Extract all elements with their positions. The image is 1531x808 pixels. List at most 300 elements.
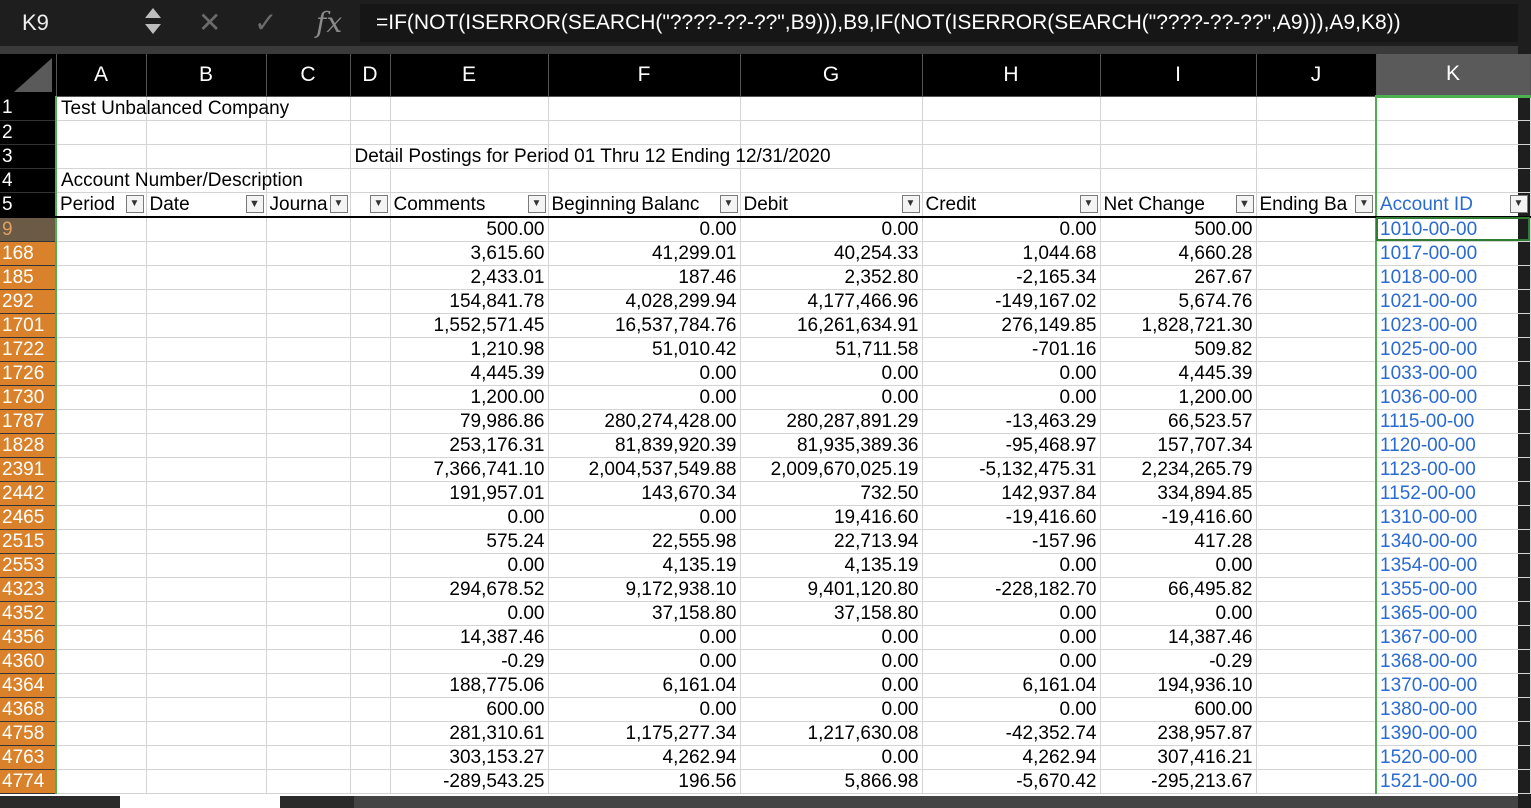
cell-ending-balance[interactable] bbox=[1256, 697, 1376, 721]
cell-d[interactable] bbox=[350, 361, 390, 385]
cell-credit[interactable]: -701.16 bbox=[922, 337, 1100, 361]
cell-date[interactable] bbox=[146, 241, 266, 265]
column-header-f[interactable]: F bbox=[548, 54, 740, 96]
cell[interactable] bbox=[1376, 120, 1530, 144]
cell-period[interactable] bbox=[56, 577, 146, 601]
cell-period[interactable] bbox=[56, 217, 146, 242]
cell-date[interactable] bbox=[146, 361, 266, 385]
column-header-i[interactable]: I bbox=[1100, 54, 1256, 96]
cell-beginning-balance[interactable]: 41,299.01 bbox=[548, 241, 740, 265]
row-header[interactable]: 1 bbox=[0, 96, 56, 120]
cell-date[interactable] bbox=[146, 385, 266, 409]
chevron-down-icon[interactable] bbox=[145, 24, 161, 34]
header-ending-balance[interactable] bbox=[1256, 192, 1376, 217]
cell-date[interactable] bbox=[146, 721, 266, 745]
cell-credit[interactable]: -95,468.97 bbox=[922, 433, 1100, 457]
cell[interactable] bbox=[740, 120, 922, 144]
cell-journal[interactable] bbox=[266, 625, 350, 649]
cell-comments[interactable]: 0.00 bbox=[390, 601, 548, 625]
cell-comments[interactable]: 191,957.01 bbox=[390, 481, 548, 505]
cell-date[interactable] bbox=[146, 553, 266, 577]
cell-d[interactable] bbox=[350, 409, 390, 433]
cell-date[interactable] bbox=[146, 217, 266, 242]
cell-ending-balance[interactable] bbox=[1256, 457, 1376, 481]
cell-debit[interactable]: 4,135.19 bbox=[740, 553, 922, 577]
header-period[interactable] bbox=[56, 192, 146, 217]
cell-debit[interactable]: 0.00 bbox=[740, 649, 922, 673]
row-header[interactable]: 4356 bbox=[0, 625, 56, 649]
cell-credit[interactable]: -228,182.70 bbox=[922, 577, 1100, 601]
cell[interactable] bbox=[548, 120, 740, 144]
cell-debit[interactable]: 4,177,466.96 bbox=[740, 289, 922, 313]
cell-journal[interactable] bbox=[266, 457, 350, 481]
cell-net-change[interactable]: 0.00 bbox=[1100, 553, 1256, 577]
cell-period[interactable] bbox=[56, 553, 146, 577]
cell-ending-balance[interactable] bbox=[1256, 313, 1376, 337]
row-header[interactable]: 2 bbox=[0, 120, 56, 144]
cell-journal[interactable] bbox=[266, 289, 350, 313]
cell-comments[interactable]: 1,552,571.45 bbox=[390, 313, 548, 337]
cell-d[interactable] bbox=[350, 265, 390, 289]
cell[interactable] bbox=[266, 144, 350, 168]
row-header[interactable]: 2553 bbox=[0, 553, 56, 577]
cell-journal[interactable] bbox=[266, 409, 350, 433]
column-header-d[interactable]: D bbox=[350, 54, 390, 96]
cell-date[interactable] bbox=[146, 601, 266, 625]
cell-comments[interactable]: 14,387.46 bbox=[390, 625, 548, 649]
cell-ending-balance[interactable] bbox=[1256, 385, 1376, 409]
cell-net-change[interactable]: 194,936.10 bbox=[1100, 673, 1256, 697]
cell-account-id[interactable]: 1010-00-00 bbox=[1376, 217, 1530, 242]
filter-dropdown-icon[interactable]: ▼ bbox=[330, 195, 348, 213]
cell-comments[interactable]: 7,366,741.10 bbox=[390, 457, 548, 481]
cell-date[interactable] bbox=[146, 337, 266, 361]
cell-comments[interactable]: 600.00 bbox=[390, 697, 548, 721]
cell-period[interactable] bbox=[56, 745, 146, 769]
cell-debit[interactable]: 81,935,389.36 bbox=[740, 433, 922, 457]
cell-account-id[interactable]: 1310-00-00 bbox=[1376, 505, 1530, 529]
cell-comments[interactable]: 1,210.98 bbox=[390, 337, 548, 361]
cell[interactable] bbox=[1376, 144, 1530, 168]
cell-account-id[interactable]: 1017-00-00 bbox=[1376, 241, 1530, 265]
cell-beginning-balance[interactable]: 16,537,784.76 bbox=[548, 313, 740, 337]
cell-period[interactable] bbox=[56, 433, 146, 457]
cell-beginning-balance[interactable]: 0.00 bbox=[548, 697, 740, 721]
cell-d[interactable] bbox=[350, 385, 390, 409]
cell-debit[interactable]: 0.00 bbox=[740, 745, 922, 769]
cell[interactable] bbox=[1376, 96, 1530, 120]
column-header-g[interactable]: G bbox=[740, 54, 922, 96]
cell[interactable] bbox=[1376, 168, 1530, 192]
filter-dropdown-icon[interactable]: ▼ bbox=[902, 195, 920, 213]
cell-ending-balance[interactable] bbox=[1256, 649, 1376, 673]
row-header[interactable]: 185 bbox=[0, 265, 56, 289]
cell-net-change[interactable]: 509.82 bbox=[1100, 337, 1256, 361]
cell-d3[interactable] bbox=[350, 144, 831, 168]
cell-beginning-balance[interactable]: 0.00 bbox=[548, 361, 740, 385]
row-header[interactable]: 4758 bbox=[0, 721, 56, 745]
cell-beginning-balance[interactable]: 4,135.19 bbox=[548, 553, 740, 577]
filter-dropdown-icon[interactable]: ▼ bbox=[528, 195, 546, 213]
cell-net-change[interactable]: 267.67 bbox=[1100, 265, 1256, 289]
cell-date[interactable] bbox=[146, 313, 266, 337]
cell-comments[interactable]: 2,433.01 bbox=[390, 265, 548, 289]
cell[interactable] bbox=[350, 120, 390, 144]
cell-net-change[interactable]: -19,416.60 bbox=[1100, 505, 1256, 529]
cell-account-id[interactable]: 1355-00-00 bbox=[1376, 577, 1530, 601]
cell-d[interactable] bbox=[350, 337, 390, 361]
cell-ending-balance[interactable] bbox=[1256, 265, 1376, 289]
cell-credit[interactable]: 0.00 bbox=[922, 649, 1100, 673]
cell-beginning-balance[interactable]: 81,839,920.39 bbox=[548, 433, 740, 457]
cell-period[interactable] bbox=[56, 697, 146, 721]
chevron-up-icon[interactable] bbox=[145, 8, 161, 18]
cell-credit[interactable]: 0.00 bbox=[922, 217, 1100, 242]
cell[interactable] bbox=[740, 168, 922, 192]
cell-journal[interactable] bbox=[266, 313, 350, 337]
cell-account-id[interactable]: 1370-00-00 bbox=[1376, 673, 1530, 697]
cell[interactable] bbox=[390, 168, 548, 192]
cell-comments[interactable]: 281,310.61 bbox=[390, 721, 548, 745]
header-credit[interactable] bbox=[922, 192, 1100, 217]
cell-ending-balance[interactable] bbox=[1256, 289, 1376, 313]
filter-dropdown-icon[interactable]: ▼ bbox=[126, 195, 144, 213]
cell-debit[interactable]: 2,009,670,025.19 bbox=[740, 457, 922, 481]
header-comments[interactable] bbox=[390, 192, 548, 217]
cell-journal[interactable] bbox=[266, 769, 350, 793]
cell-debit[interactable]: 37,158.80 bbox=[740, 601, 922, 625]
column-header-c[interactable]: C bbox=[266, 54, 350, 96]
filter-dropdown-icon[interactable]: ▼ bbox=[370, 195, 388, 213]
cell-date[interactable] bbox=[146, 769, 266, 793]
row-header[interactable]: 4 bbox=[0, 168, 56, 192]
name-box[interactable]: K9 bbox=[22, 10, 49, 35]
cell[interactable] bbox=[1100, 168, 1256, 192]
cell-ending-balance[interactable] bbox=[1256, 745, 1376, 769]
column-header-h[interactable]: H bbox=[922, 54, 1100, 96]
column-header-k[interactable]: K bbox=[1376, 54, 1530, 96]
cell-period[interactable] bbox=[56, 241, 146, 265]
cell-ending-balance[interactable] bbox=[1256, 625, 1376, 649]
cell-journal[interactable] bbox=[266, 721, 350, 745]
cell-d[interactable] bbox=[350, 601, 390, 625]
cell-beginning-balance[interactable]: 0.00 bbox=[548, 217, 740, 242]
cell-period[interactable] bbox=[56, 385, 146, 409]
cell-journal[interactable] bbox=[266, 385, 350, 409]
cell[interactable] bbox=[922, 168, 1100, 192]
cell-d[interactable] bbox=[350, 769, 390, 793]
cell-period[interactable] bbox=[56, 481, 146, 505]
cell-date[interactable] bbox=[146, 745, 266, 769]
row-header[interactable]: 1828 bbox=[0, 433, 56, 457]
select-all-corner[interactable] bbox=[0, 54, 56, 96]
header-d[interactable] bbox=[350, 192, 390, 217]
cell-d[interactable] bbox=[350, 721, 390, 745]
cell[interactable] bbox=[1100, 96, 1256, 120]
cell-d[interactable] bbox=[350, 553, 390, 577]
cell-journal[interactable] bbox=[266, 337, 350, 361]
cell-d[interactable] bbox=[350, 673, 390, 697]
cell-debit[interactable]: 0.00 bbox=[740, 361, 922, 385]
cell-journal[interactable] bbox=[266, 241, 350, 265]
cell-comments[interactable]: -289,543.25 bbox=[390, 769, 548, 793]
cell[interactable] bbox=[266, 120, 350, 144]
cell-beginning-balance[interactable]: 1,175,277.34 bbox=[548, 721, 740, 745]
cell-beginning-balance[interactable]: 4,028,299.94 bbox=[548, 289, 740, 313]
cell[interactable] bbox=[56, 120, 146, 144]
cell-journal[interactable] bbox=[266, 745, 350, 769]
cell-ending-balance[interactable] bbox=[1256, 553, 1376, 577]
cell-d[interactable] bbox=[350, 745, 390, 769]
cell-net-change[interactable]: 157,707.34 bbox=[1100, 433, 1256, 457]
cell-ending-balance[interactable] bbox=[1256, 505, 1376, 529]
cell-credit[interactable]: 0.00 bbox=[922, 625, 1100, 649]
row-header[interactable]: 4763 bbox=[0, 745, 56, 769]
filter-dropdown-icon[interactable]: ▼ bbox=[720, 195, 738, 213]
cell-journal[interactable] bbox=[266, 481, 350, 505]
cell-account-id[interactable]: 1368-00-00 bbox=[1376, 649, 1530, 673]
cell-net-change[interactable]: 2,234,265.79 bbox=[1100, 457, 1256, 481]
cell-debit[interactable]: 16,261,634.91 bbox=[740, 313, 922, 337]
cell-account-id[interactable]: 1120-00-00 bbox=[1376, 433, 1530, 457]
cell-comments[interactable]: 1,200.00 bbox=[390, 385, 548, 409]
cancel-icon[interactable]: ✕ bbox=[198, 7, 222, 38]
cell-period[interactable] bbox=[56, 529, 146, 553]
cell-journal[interactable] bbox=[266, 529, 350, 553]
cell-debit[interactable]: 40,254.33 bbox=[740, 241, 922, 265]
cell-credit[interactable]: 0.00 bbox=[922, 553, 1100, 577]
cell-credit[interactable]: 0.00 bbox=[922, 385, 1100, 409]
cell-period[interactable] bbox=[56, 289, 146, 313]
cell-credit[interactable]: 276,149.85 bbox=[922, 313, 1100, 337]
cell-debit[interactable]: 0.00 bbox=[740, 673, 922, 697]
cell-d[interactable] bbox=[350, 433, 390, 457]
cell-period[interactable] bbox=[56, 265, 146, 289]
cell-credit[interactable]: 4,262.94 bbox=[922, 745, 1100, 769]
column-header-a[interactable]: A bbox=[56, 54, 146, 96]
cell[interactable] bbox=[146, 120, 266, 144]
row-header[interactable]: 4360 bbox=[0, 649, 56, 673]
cell[interactable] bbox=[146, 144, 266, 168]
cell-beginning-balance[interactable]: 0.00 bbox=[548, 649, 740, 673]
cell-comments[interactable]: 575.24 bbox=[390, 529, 548, 553]
cell-period[interactable] bbox=[56, 721, 146, 745]
cell-beginning-balance[interactable]: 196.56 bbox=[548, 769, 740, 793]
cell[interactable] bbox=[548, 96, 740, 120]
function-icon[interactable]: fx bbox=[316, 6, 343, 39]
filter-active-icon[interactable]: ▼ bbox=[246, 195, 264, 213]
row-header[interactable]: 2465 bbox=[0, 505, 56, 529]
cell-d[interactable] bbox=[350, 457, 390, 481]
cell-ending-balance[interactable] bbox=[1256, 529, 1376, 553]
cell-d[interactable] bbox=[350, 529, 390, 553]
cell-beginning-balance[interactable]: 280,274,428.00 bbox=[548, 409, 740, 433]
row-header[interactable]: 1726 bbox=[0, 361, 56, 385]
cell-credit[interactable]: 0.00 bbox=[922, 361, 1100, 385]
cell-period[interactable] bbox=[56, 625, 146, 649]
formula-input[interactable]: =IF(NOT(ISERROR(SEARCH("????-??-??",B9))),B9,IF(NOT(ISERROR(SEARCH("????-??-??",A9))),A9,K8)) bbox=[360, 4, 1518, 42]
cell-a1[interactable] bbox=[56, 96, 290, 120]
cell-net-change[interactable]: 238,957.87 bbox=[1100, 721, 1256, 745]
row-header[interactable]: 2442 bbox=[0, 481, 56, 505]
row-header[interactable]: 4364 bbox=[0, 673, 56, 697]
row-header[interactable]: 1722 bbox=[0, 337, 56, 361]
row-header[interactable]: 3 bbox=[0, 144, 56, 168]
cell-account-id[interactable]: 1021-00-00 bbox=[1376, 289, 1530, 313]
cell-debit[interactable]: 5,866.98 bbox=[740, 769, 922, 793]
cell-comments[interactable]: 500.00 bbox=[390, 217, 548, 242]
row-header[interactable]: 4323 bbox=[0, 577, 56, 601]
row-header[interactable]: 2391 bbox=[0, 457, 56, 481]
cell-journal[interactable] bbox=[266, 601, 350, 625]
cell-comments[interactable]: -0.29 bbox=[390, 649, 548, 673]
cell-date[interactable] bbox=[146, 409, 266, 433]
cell[interactable] bbox=[56, 144, 146, 168]
cell-period[interactable] bbox=[56, 673, 146, 697]
cell-date[interactable] bbox=[146, 289, 266, 313]
row-header[interactable]: 1787 bbox=[0, 409, 56, 433]
cell-period[interactable] bbox=[56, 313, 146, 337]
cell-date[interactable] bbox=[146, 673, 266, 697]
cell-d[interactable] bbox=[350, 697, 390, 721]
cell-credit[interactable]: -2,165.34 bbox=[922, 265, 1100, 289]
cell-debit[interactable]: 0.00 bbox=[740, 697, 922, 721]
cell-period[interactable] bbox=[56, 409, 146, 433]
row-header[interactable]: 4352 bbox=[0, 601, 56, 625]
cell[interactable] bbox=[350, 96, 390, 120]
cell-period[interactable] bbox=[56, 505, 146, 529]
cell-beginning-balance[interactable]: 51,010.42 bbox=[548, 337, 740, 361]
cell-credit[interactable]: 0.00 bbox=[922, 601, 1100, 625]
cell-beginning-balance[interactable]: 6,161.04 bbox=[548, 673, 740, 697]
cell-date[interactable] bbox=[146, 697, 266, 721]
cell-credit[interactable]: -42,352.74 bbox=[922, 721, 1100, 745]
column-header-j[interactable]: J bbox=[1256, 54, 1376, 96]
cell-credit[interactable]: 6,161.04 bbox=[922, 673, 1100, 697]
cell[interactable] bbox=[548, 168, 740, 192]
cell-net-change[interactable]: 307,416.21 bbox=[1100, 745, 1256, 769]
cell-period[interactable] bbox=[56, 769, 146, 793]
cell-ending-balance[interactable] bbox=[1256, 241, 1376, 265]
cell-journal[interactable] bbox=[266, 433, 350, 457]
cell-d[interactable] bbox=[350, 577, 390, 601]
confirm-icon[interactable]: ✓ bbox=[254, 7, 278, 38]
cell-credit[interactable]: 142,937.84 bbox=[922, 481, 1100, 505]
cell-ending-balance[interactable] bbox=[1256, 433, 1376, 457]
header-date[interactable] bbox=[146, 192, 266, 217]
cell-net-change[interactable]: 66,495.82 bbox=[1100, 577, 1256, 601]
cell-period[interactable] bbox=[56, 361, 146, 385]
cell-debit[interactable]: 0.00 bbox=[740, 385, 922, 409]
cell-comments[interactable]: 4,445.39 bbox=[390, 361, 548, 385]
cell-ending-balance[interactable] bbox=[1256, 481, 1376, 505]
filter-dropdown-icon[interactable]: ▼ bbox=[1355, 195, 1373, 213]
cell[interactable] bbox=[740, 96, 922, 120]
cell-account-id[interactable]: 1152-00-00 bbox=[1376, 481, 1530, 505]
cell-date[interactable] bbox=[146, 433, 266, 457]
cell-credit[interactable]: 1,044.68 bbox=[922, 241, 1100, 265]
row-header[interactable]: 2515 bbox=[0, 529, 56, 553]
cell-journal[interactable] bbox=[266, 649, 350, 673]
cell-beginning-balance[interactable]: 143,670.34 bbox=[548, 481, 740, 505]
name-box-spinner[interactable] bbox=[143, 6, 163, 42]
cell-net-change[interactable]: 334,894.85 bbox=[1100, 481, 1256, 505]
cell[interactable] bbox=[1256, 168, 1376, 192]
cell[interactable] bbox=[922, 120, 1100, 144]
cell-account-id[interactable]: 1036-00-00 bbox=[1376, 385, 1530, 409]
cell-ending-balance[interactable] bbox=[1256, 409, 1376, 433]
cell-net-change[interactable]: 500.00 bbox=[1100, 217, 1256, 242]
cell-d[interactable] bbox=[350, 481, 390, 505]
cell-net-change[interactable]: 14,387.46 bbox=[1100, 625, 1256, 649]
row-header[interactable]: 4774 bbox=[0, 769, 56, 793]
cell-ending-balance[interactable] bbox=[1256, 337, 1376, 361]
cell-beginning-balance[interactable]: 0.00 bbox=[548, 385, 740, 409]
row-header[interactable]: 292 bbox=[0, 289, 56, 313]
cell-journal[interactable] bbox=[266, 361, 350, 385]
cell-debit[interactable]: 0.00 bbox=[740, 217, 922, 242]
cell[interactable] bbox=[390, 96, 548, 120]
cell-date[interactable] bbox=[146, 649, 266, 673]
row-header[interactable]: 168 bbox=[0, 241, 56, 265]
cell-net-change[interactable]: 66,523.57 bbox=[1100, 409, 1256, 433]
cell-net-change[interactable]: 4,660.28 bbox=[1100, 241, 1256, 265]
header-journal[interactable] bbox=[266, 192, 350, 217]
header-debit[interactable] bbox=[740, 192, 922, 217]
cell-journal[interactable] bbox=[266, 697, 350, 721]
cell-journal[interactable] bbox=[266, 673, 350, 697]
cell-period[interactable] bbox=[56, 457, 146, 481]
header-beginning-balance[interactable] bbox=[548, 192, 740, 217]
cell-credit[interactable]: -13,463.29 bbox=[922, 409, 1100, 433]
cell[interactable] bbox=[390, 120, 548, 144]
cell-debit[interactable]: 51,711.58 bbox=[740, 337, 922, 361]
cell-account-id[interactable]: 1390-00-00 bbox=[1376, 721, 1530, 745]
cell-period[interactable] bbox=[56, 601, 146, 625]
cell-account-id[interactable]: 1115-00-00 bbox=[1376, 409, 1530, 433]
cell-date[interactable] bbox=[146, 529, 266, 553]
cell-beginning-balance[interactable]: 187.46 bbox=[548, 265, 740, 289]
cell-comments[interactable]: 0.00 bbox=[390, 553, 548, 577]
cell-net-change[interactable]: 0.00 bbox=[1100, 601, 1256, 625]
cell-d[interactable] bbox=[350, 289, 390, 313]
cell-account-id[interactable]: 1365-00-00 bbox=[1376, 601, 1530, 625]
cell-account-id[interactable]: 1520-00-00 bbox=[1376, 745, 1530, 769]
cell-net-change[interactable]: 5,674.76 bbox=[1100, 289, 1256, 313]
filter-dropdown-icon[interactable]: ▼ bbox=[1080, 195, 1098, 213]
cell[interactable] bbox=[1256, 96, 1376, 120]
cell-ending-balance[interactable] bbox=[1256, 577, 1376, 601]
cell-ending-balance[interactable] bbox=[1256, 721, 1376, 745]
cell-credit[interactable]: -19,416.60 bbox=[922, 505, 1100, 529]
cell[interactable] bbox=[350, 168, 390, 192]
cell-journal[interactable] bbox=[266, 553, 350, 577]
cell-date[interactable] bbox=[146, 457, 266, 481]
cell-comments[interactable]: 294,678.52 bbox=[390, 577, 548, 601]
cell-date[interactable] bbox=[146, 265, 266, 289]
cell-net-change[interactable]: 1,200.00 bbox=[1100, 385, 1256, 409]
cell-debit[interactable]: 0.00 bbox=[740, 625, 922, 649]
cell-account-id[interactable]: 1025-00-00 bbox=[1376, 337, 1530, 361]
cell-debit[interactable]: 9,401,120.80 bbox=[740, 577, 922, 601]
cell[interactable] bbox=[922, 96, 1100, 120]
cell-beginning-balance[interactable]: 9,172,938.10 bbox=[548, 577, 740, 601]
cell-comments[interactable]: 79,986.86 bbox=[390, 409, 548, 433]
cell-comments[interactable]: 188,775.06 bbox=[390, 673, 548, 697]
cell-beginning-balance[interactable]: 4,262.94 bbox=[548, 745, 740, 769]
cell-credit[interactable]: -5,132,475.31 bbox=[922, 457, 1100, 481]
cell-debit[interactable]: 19,416.60 bbox=[740, 505, 922, 529]
